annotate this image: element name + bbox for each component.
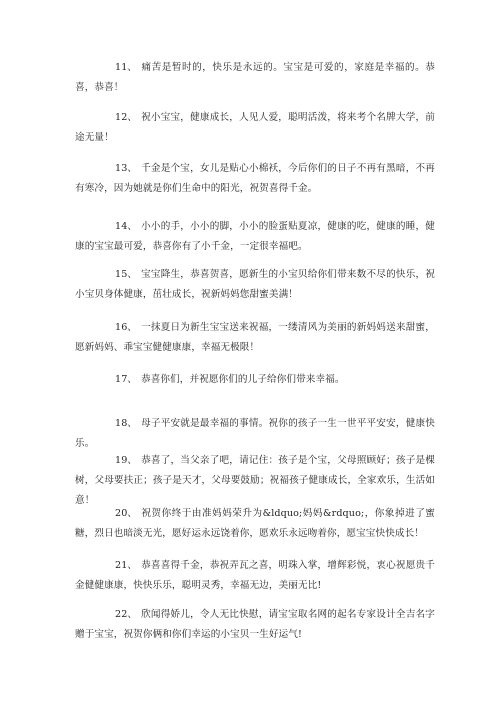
paragraph-number: 12、 (115, 112, 138, 123)
paragraph-14 (75, 217, 435, 257)
paragraph-11 (75, 58, 435, 98)
paragraph-text: 祝贺你终于由准妈妈荣升为&ldquo;妈妈&rdquo;，你象掉进了蜜糖，烈日也暗淡无光，愿好运永远饶着你，愿欢乐永远吻着你，愿宝宝快快成长！ (75, 508, 435, 539)
paragraph-number: 18、 (115, 418, 138, 429)
paragraph-20 (75, 504, 435, 544)
paragraph-number: 20、 (115, 508, 138, 519)
paragraph-text: 欣闻得娇儿，令人无比快慰，请宝宝取名网的起名专家设计全吉名字赠于宝宝，祝贺你俩和你们幸运的小宝贝一生好运气! (75, 609, 435, 640)
paragraph-text: 祝小宝宝，健康成长，人见人爱，聪明活泼，将来考个名牌大学，前途无量！ (75, 112, 435, 143)
paragraph-number: 16、 (115, 322, 138, 333)
paragraph-22 (75, 605, 435, 645)
paragraph-number: 15、 (115, 269, 138, 280)
paragraph-number: 21、 (115, 560, 138, 571)
paragraph-19 (75, 451, 435, 511)
paragraph-number: 17、 (115, 374, 138, 385)
paragraph-15 (75, 265, 435, 305)
paragraph-number: 19、 (115, 455, 138, 466)
paragraph-number: 13、 (115, 163, 138, 174)
paragraph-text: 恭喜喜得千金，恭祝弄瓦之喜，明珠入掌，增辉彩悦，衷心祝愿贵千金健健康康，快快乐乐，聪明灵秀，幸福无边，美丽无比! (75, 560, 435, 591)
paragraph-number: 14、 (115, 221, 138, 232)
paragraph-text: 母子平安就是最幸福的事情。祝你的孩子一生一世平平安安，健康快乐。 (75, 418, 435, 449)
paragraph-number: 11、 (115, 62, 138, 73)
paragraph-text: 痛苦是暂时的，快乐是永远的。宝宝是可爱的，家庭是幸福的。恭喜，恭喜！ (75, 62, 435, 93)
paragraph-text: 千金是个宝，女儿是贴心小棉袄，今后你们的日子不再有黑暗，不再有寒冷，因为她就是你们生命中的阳光，祝贺喜得千金。 (75, 163, 435, 194)
paragraph-12 (75, 108, 435, 148)
paragraph-text: 一抹夏日为新生宝宝送来祝福，一缕清风为美丽的新妈妈送来甜蜜，愿新妈妈、乖宝宝健健康康，幸福无极限！ (75, 322, 435, 353)
paragraph-text: 宝宝降生，恭喜贺喜，愿新生的小宝贝给你们带来数不尽的快乐，祝小宝贝身体健康，茁壮成长，祝新妈妈您甜蜜美满！ (75, 269, 435, 300)
paragraph-text: 恭喜了，当父亲了吧，请记住：孩子是个宝，父母照顾好；孩子是棵树，父母要扶正；孩子是天才，父母要鼓励；祝福孩子健康成长，全家欢乐，生活如意！ (75, 455, 435, 506)
paragraph-16 (75, 318, 435, 358)
paragraph-13 (75, 159, 435, 199)
paragraph-17 (75, 370, 435, 390)
paragraph-text: 小小的手，小小的脚，小小的脸蛋贴夏凉，健康的吃，健康的睡，健康的宝宝最可爱，恭喜你有了小千金，一定很幸福吧。 (75, 221, 435, 252)
paragraph-number: 22、 (115, 609, 138, 620)
paragraph-18 (75, 414, 435, 454)
paragraph-21 (75, 556, 435, 596)
paragraph-text: 恭喜你们，并祝愿你们的儿子给你们带来幸福。 (141, 374, 345, 385)
